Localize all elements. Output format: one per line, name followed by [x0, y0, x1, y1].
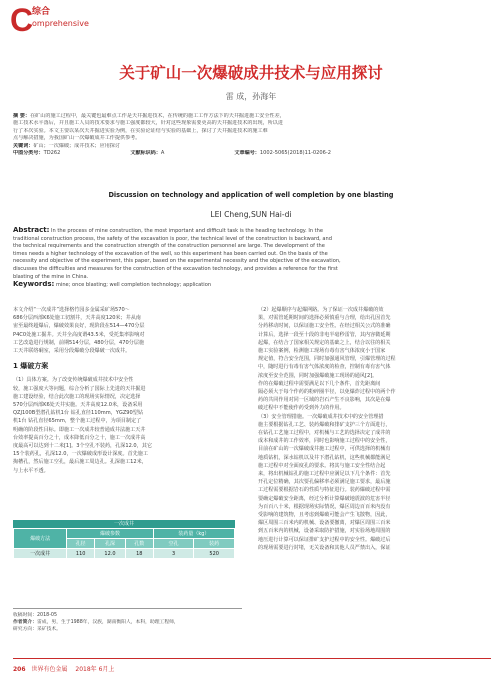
- body-line: 台效率提高百分之十，成本降低百分之十，施工一次成井高: [13, 434, 146, 441]
- table-cell: 3: [153, 549, 194, 559]
- journal-name: 世界有色金属: [31, 666, 68, 673]
- body-line: 较，施工强度大等问题，综合分析了国际上先进的天井掘进: [13, 385, 146, 392]
- footer-rule: [13, 658, 491, 659]
- body-line: （2）起爆顺序与起爆网路。为了保证一次成井爆破的效: [258, 307, 384, 313]
- section-heading: 1 爆破方案: [13, 362, 49, 371]
- abstract-line: 点与解决措施，为我国矿山一次爆破成井工作提供参考。: [13, 135, 141, 142]
- body-line: （3）安全管理措施。一次爆破成井技术中的安全管理措: [258, 413, 384, 420]
- body-line: 明确的阶段性目标。即施工一次成井较普通成井法施工天井: [13, 426, 146, 433]
- doc-code-value: A: [160, 150, 165, 157]
- body-line: （1）具体方案。为了改变传统爆破成井技术中安全性: [13, 377, 134, 384]
- table-cell: 18: [125, 549, 153, 559]
- body-line: 在钻孔工艺施工过程中，对机械与工艺的选择决定了成井的: [258, 430, 391, 437]
- blast-parameter-table: [13, 520, 235, 559]
- body-left-column: [13, 306, 242, 475]
- body-line: 工天井联络硐室，采用分段爆破分段爆破一次成井。: [13, 348, 131, 355]
- table-caption: 一次成井: [13, 520, 235, 528]
- body-line: 开孔定位精确，其次要孔偏移率必须满足施工要求，最后施: [258, 479, 391, 486]
- body-line: 到五百米内的机械，设备采取防护措施，对实验场地周围的: [258, 528, 391, 535]
- body-line: 地质钻机，深水钻机以及井下潜孔钻机，这些机械都能满足: [258, 454, 391, 461]
- doc-code-label: 文献标识码：: [130, 150, 161, 157]
- body-line: 度最高可以达到十二米[1]。3个空孔不装药，孔深12.0，其它: [13, 443, 152, 450]
- body-line: 570分层西部K6处天井实施。天井高度12.0米，设备采用: [13, 402, 143, 409]
- body-line: 规定值，符合安全范围，同时加强通风管理，引爆管理的过程: [258, 356, 396, 363]
- table-cell: 110: [67, 549, 95, 559]
- abstract-label: 摘 要：: [13, 113, 31, 119]
- abstract-en-line: necessity and objective of the experiment, this paper, based on the experimental necessity and the objective of the excavation,: [13, 258, 341, 265]
- body-line: 计算后，选择一段至十段的非电半毫秒雷管，其内容微延期: [258, 331, 391, 338]
- table-subheader: 装药: [194, 539, 235, 549]
- table-subheader: 孔数: [125, 539, 153, 549]
- issue: 2018年 6月上: [75, 666, 115, 673]
- body-line: 机1台 钻孔直径65mm，整个施工过程中，为项目制定了: [13, 418, 142, 425]
- body-line: 爆区周围三百米内的机械、设备要撤离，对爆区周围三百米: [258, 520, 391, 527]
- body-line: 浓度至安全范围，同时加强爆破施工现场的通风[2]。: [258, 372, 378, 379]
- logo-cn: 综合: [32, 7, 51, 17]
- body-line: 药的共同作用对同一区域的岩石产生不良影响，其次是在爆: [258, 397, 391, 404]
- page-number: 206: [13, 666, 26, 673]
- abstract-en-line: times needs a higher technology of the excavation of the well, so this experiment has been carried out. On the basis of the: [13, 250, 328, 257]
- table-subheader: 空孔: [153, 539, 194, 549]
- paper-authors: 雷 成，孙海年: [225, 92, 277, 101]
- body-line: 隔必须大于每个作药的粉碎圈半径，以免爆炸过程中的两个作: [258, 389, 396, 396]
- article-no-label: 文章编号：: [234, 150, 260, 157]
- abstract-en-line: discusses the difficulties and measures for the construction of the excavation technology, and provides a reference for the first: [13, 265, 338, 272]
- body-line: 目前在矿山的一次爆破成井施工过程中，可供选择的机械有: [258, 446, 391, 453]
- abstract-en-line: traditional construction process, the safety of the excavation is poor, the technical level of the construction is backward, and: [13, 235, 333, 242]
- author-bio: 雷成，男，生于1988年，汉族，湖南衡阳人，本科，助理工程师，: [37, 620, 179, 626]
- logo-letter: C: [10, 2, 34, 38]
- page-footer: [13, 664, 114, 673]
- body-line: 施工实验案例，检测施工现场有毒有害气体浓度小于国家: [258, 348, 386, 355]
- abstract-zh: [13, 113, 491, 157]
- table-cell: 一次成井: [14, 549, 67, 559]
- abstract-line: 施工技术水平落后，并且施工人员的技术要求与施工强度都较大，针对这些现象需要更高的天井掘进技术的出现，所以进: [13, 120, 283, 127]
- abstract-en-line: In the process of mine construction, the most important and difficult task is the heading technology. In the: [51, 228, 324, 234]
- author-bio-cont: 研究方向：采矿技术。: [13, 627, 61, 633]
- logo-en: omprehensive: [32, 19, 89, 28]
- table-header-method: 爆破方法: [14, 529, 67, 549]
- keywords-zh: 矿山；一次爆破；成井技术；应用探讨: [33, 142, 120, 149]
- footnote: [13, 608, 242, 634]
- body-line: 工过程需要根据岩石的性质与特征进行。装药爆破过程中需: [258, 487, 391, 494]
- table-header-charge: 装药量（kg）: [153, 529, 234, 539]
- table-row: [14, 549, 235, 559]
- body-line: 的现场需要进行封堵，无关设备和其他人员严禁出入，保证: [258, 544, 391, 551]
- abstract-en-line: blasting of the mine in China.: [13, 273, 89, 280]
- paper-title: 关于矿山一次爆破成井技术与应用探讨: [119, 64, 383, 82]
- body-line: 分药移动时间，以保证施工安全性。在经过相关公式的准确: [258, 323, 391, 330]
- body-line: 工艺改造进行规制，前期514分层，480分层，470分层施: [13, 339, 145, 346]
- body-line: P4C0处施工掘井。天井全高度谓43.5米，受托集率影响对: [13, 331, 145, 338]
- body-line: 686分层西部K6处施工切割井，天井高度120米；井从南: [13, 315, 141, 322]
- body-line: 受影响的建筑物，且考虑到爆破可能会产生飞散物，因此，: [258, 512, 391, 519]
- keywords-en-label: Keywords:: [13, 281, 55, 289]
- table-cell: 12.0: [95, 549, 126, 559]
- table-header-params: 爆破参数: [67, 529, 154, 539]
- body-line: 破过程中不能使作药受到外力的作用。: [258, 405, 345, 412]
- body-line: 为百百八十米，根据现场实际情况，爆区周边百百米内没有: [258, 503, 391, 510]
- meta-row: [13, 150, 491, 157]
- table-subheader: 孔径: [67, 539, 95, 549]
- body-line: 宙至最终超爆后，爆破效果良好，现阶段在514—470分层: [13, 323, 145, 330]
- clc-value: TD262: [43, 150, 61, 157]
- body-right-column: [258, 306, 494, 552]
- keywords-en: mine; once blasting; well completion technology; application: [55, 282, 212, 289]
- abstract-en-line: the technical requirements and the construction strength of the construction personnel are large. The development of the: [13, 243, 325, 250]
- author-bio-label: 作者简介：: [13, 620, 37, 626]
- table-cell: 520: [194, 549, 235, 559]
- body-line: 来，将出机械钻孔的施工过程中应满足以下几个条件：首先: [258, 471, 391, 478]
- clc-label: 中图分类号：: [13, 150, 44, 157]
- body-line: 果，对需管延期时间的选择必须慎重与合理，给出孔因首先: [258, 315, 391, 322]
- body-line: 中，随时进行有毒有害气体浓度的检查，控制有毒有害气体: [258, 364, 391, 371]
- body-line: 15个装药孔，孔深12.0，一次爆破成形设计深度。首先施工: [13, 451, 148, 458]
- body-line: 施主要根据钻孔工艺、装药爆破和排矿支护三个方面进行，: [258, 421, 391, 428]
- abstract-line: 在矿山的施工过程中，最关键也最难点工作是天井掘进技术，在传统的施工工作方法下的天井掘进施工安全性差，: [30, 113, 285, 119]
- body-line: 与上水平不透。: [13, 467, 49, 474]
- body-line: QZJ100B型潜孔钻机1台 钻孔直径110mm，YGZ90型钻: [13, 410, 143, 417]
- body-line: 施工过程中对全面度孔的要求。将其与施工安全性结合起: [258, 462, 386, 469]
- body-line: 地压进行计算可以保证排矿支护过程中的安全性。爆破过后: [258, 536, 391, 543]
- english-title: Discussion on technology and application of well completion by one blasting: [108, 191, 394, 199]
- received-date: 收稿时间：2018-05: [13, 613, 58, 618]
- english-authors: LEI Cheng,SUN Hai-di: [210, 210, 292, 219]
- body-line: 掏槽孔，然后施工空孔，最后施工周边孔。孔深施工12米，: [13, 459, 147, 466]
- body-line: 作的在爆破过程中需要满足以下几个条件，首先距离间: [258, 380, 381, 387]
- abstract-en-label: Abstract:: [13, 227, 50, 234]
- body-line: 施工建设经验，结合此次施工的现场实际情况，决定选择: [13, 393, 141, 400]
- body-line: 本文介绍“一次成井”选择格竹园多金属采矿场570～: [13, 307, 130, 313]
- abstract-line: 行了本次实验。本文主要以某次天井掘进实验为例，在实验论证结与实验的基础上，探讨了天井掘进技术的施工难: [13, 127, 268, 134]
- body-line: 起爆，在结合了国家相关规定的基础之上，结合以往的相关: [258, 339, 391, 346]
- abstract-en: [13, 227, 491, 290]
- keywords-label: 关键词：: [13, 142, 34, 149]
- journal-logo: [10, 4, 90, 40]
- body-line: 成本和成井的工作效率，同时也影响施工过程中的安全性，: [258, 438, 391, 445]
- body-line: 要确定爆破安全距离，经过分析计算爆破地震波的危害半径: [258, 495, 391, 502]
- article-no-value: 1002-5065(2018)11-0206-2: [259, 150, 331, 157]
- table-subheader: 孔深: [95, 539, 126, 549]
